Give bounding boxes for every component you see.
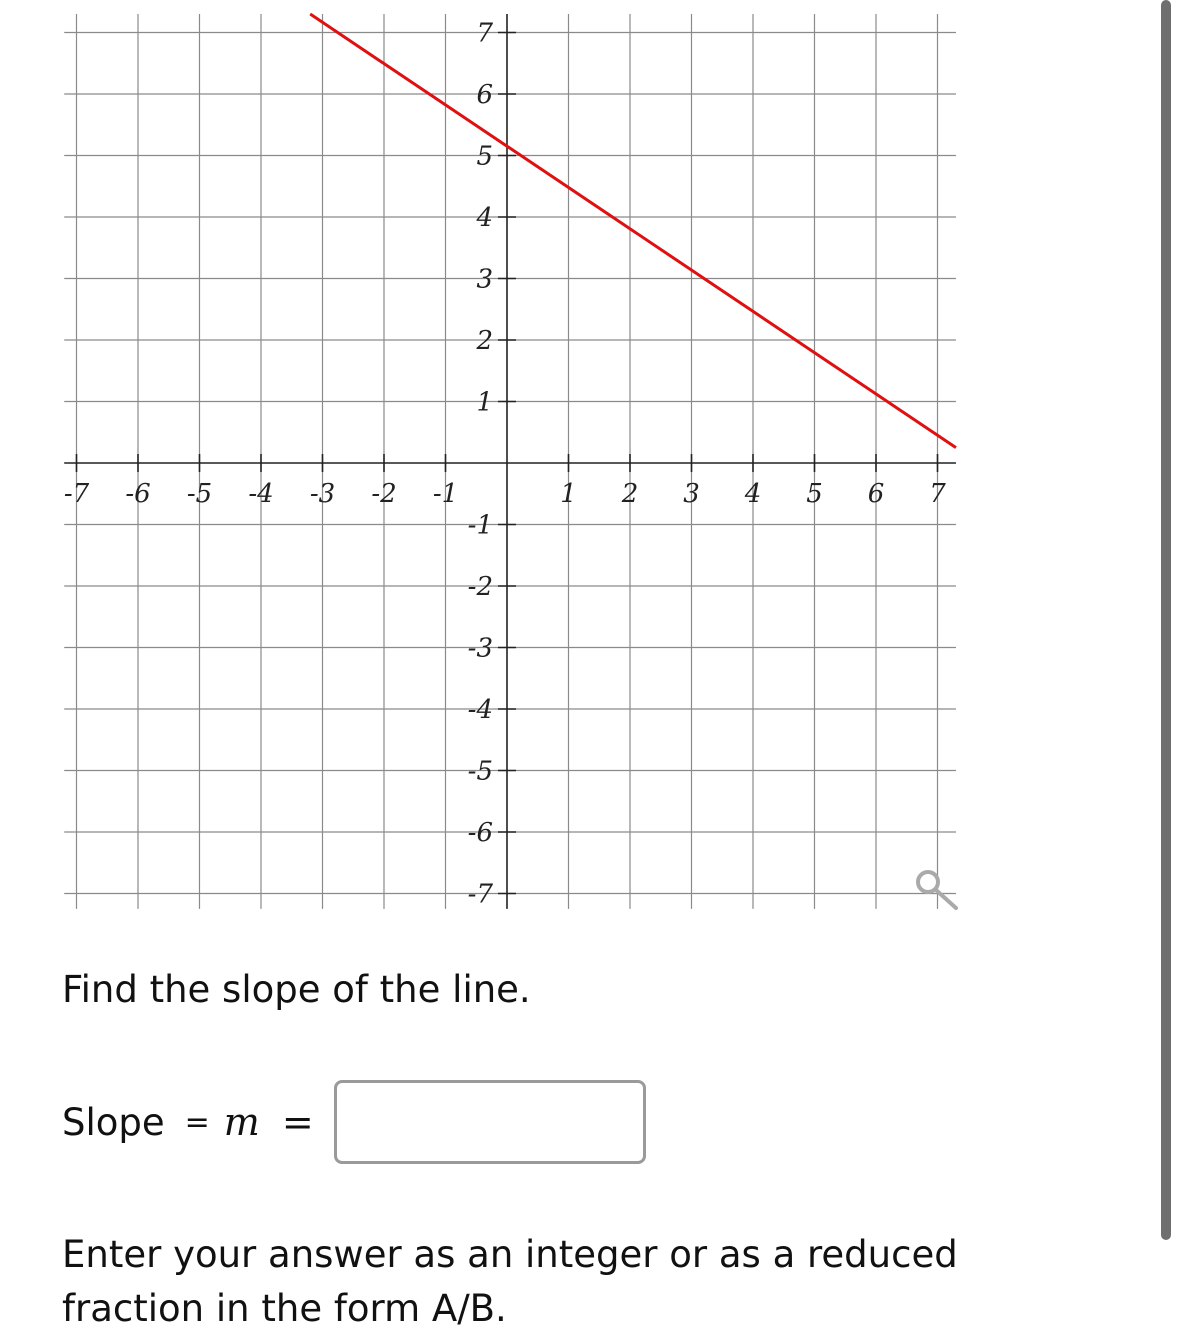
- slope-answer-row: [62, 1078, 646, 1166]
- y-tick-label: -5: [467, 756, 493, 787]
- y-tick-label: -4: [467, 695, 493, 725]
- x-tick-label: 6: [867, 479, 885, 509]
- x-tick-label: 5: [806, 479, 823, 509]
- y-tick-label: 7: [476, 18, 493, 49]
- x-tick-label: -2: [371, 479, 397, 509]
- slope-answer-input[interactable]: [334, 1080, 646, 1164]
- y-tick-label: 4: [476, 203, 493, 233]
- y-tick-label: 5: [476, 141, 493, 172]
- x-tick-label: -5: [186, 479, 213, 509]
- equals-sign: =: [184, 1104, 210, 1140]
- y-tick-label: -2: [467, 572, 493, 602]
- y-tick-label: -6: [467, 818, 493, 848]
- instructions-text: Enter your answer as an integer or as a reduced fraction in the form A/B.: [62, 1233, 958, 1330]
- x-tick-label: 7: [929, 479, 946, 509]
- y-tick-label: -7: [467, 879, 493, 910]
- x-tick-label: 3: [683, 479, 700, 509]
- x-tick-label: -3: [309, 479, 336, 509]
- question-text: Find the slope of the line.: [62, 968, 531, 1011]
- x-tick-label: 4: [744, 479, 762, 509]
- scrollbar-thumb[interactable]: [1161, 0, 1171, 1240]
- y-tick-label: 6: [476, 80, 493, 110]
- slope-variable-m: m: [223, 1100, 260, 1144]
- x-tick-label: -1: [432, 479, 459, 509]
- plotted-line: [310, 14, 956, 448]
- x-tick-label: 2: [621, 479, 639, 509]
- y-tick-label: 3: [476, 264, 493, 295]
- x-tick-label: -4: [248, 479, 274, 509]
- x-tick-label: -7: [63, 479, 90, 509]
- math-equals-sign: =: [281, 1100, 314, 1144]
- x-tick-label: -6: [125, 479, 151, 509]
- x-tick-label: 1: [560, 479, 577, 509]
- y-tick-label: -3: [467, 633, 493, 664]
- y-tick-label: -1: [467, 510, 493, 541]
- y-tick-label: 1: [476, 387, 493, 418]
- y-tick-label: 2: [476, 326, 493, 356]
- slope-label: Slope: [62, 1100, 165, 1144]
